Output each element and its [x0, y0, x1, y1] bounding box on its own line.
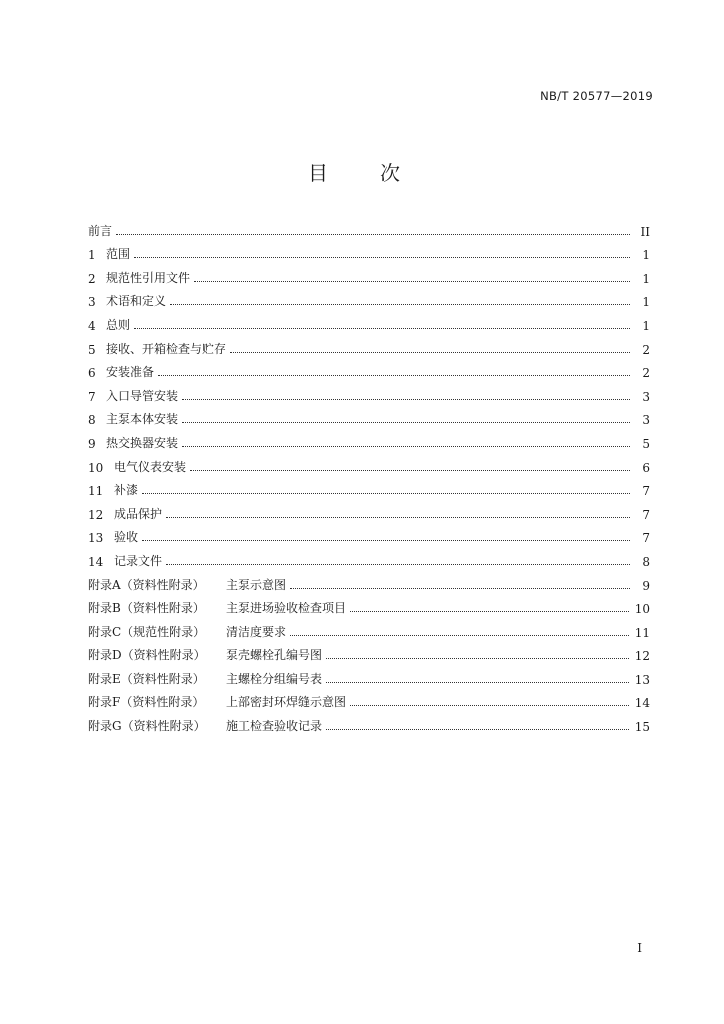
toc-entry-title: 总则: [106, 317, 131, 332]
toc-entry-number: 1: [88, 248, 96, 263]
dot-leader: [142, 540, 630, 541]
toc-entry[interactable]: [88, 309, 650, 333]
appendix-page: 14: [634, 696, 650, 711]
standard-number: NB/T 20577—2019: [540, 89, 653, 103]
appendix-title: 主泵进场验收检查项目: [226, 601, 347, 616]
toc-entry-number: 7: [88, 389, 96, 404]
toc-entry-page: 5: [642, 436, 650, 451]
toc-entry-page: 3: [642, 413, 650, 428]
toc-entry[interactable]: [88, 357, 650, 381]
appendix-title: 上部密封环焊缝示意图: [226, 695, 347, 710]
toc-entry[interactable]: [88, 545, 650, 569]
dot-leader: [142, 493, 630, 494]
toc-entry[interactable]: [88, 333, 650, 357]
appendix-page: 10: [634, 602, 650, 617]
appendix-title: 清洁度要求: [226, 624, 287, 639]
toc-entry-page: 1: [642, 271, 650, 286]
toc-entry-page: 8: [642, 554, 650, 569]
toc-entry-number: 4: [88, 318, 96, 333]
dot-leader: [290, 588, 630, 589]
toc-entry-page: II: [640, 224, 650, 239]
appendix-designation: 附录B（资料性附录）: [88, 601, 205, 616]
toc-entry[interactable]: [88, 239, 650, 263]
appendix-page: 12: [634, 649, 650, 664]
toc-entry[interactable]: [88, 380, 650, 404]
toc-entry-number: 12: [88, 507, 104, 522]
dot-leader: [116, 234, 630, 235]
toc-entry[interactable]: [88, 522, 650, 546]
dot-leader: [134, 328, 630, 329]
appendix-designation: 附录F（资料性附录）: [88, 695, 205, 710]
toc-entry-page: 7: [642, 484, 650, 499]
toc-entry-title: 安装准备: [106, 365, 155, 380]
toc-entry-title: 电气仪表安装: [114, 459, 187, 474]
dot-leader: [194, 281, 630, 282]
appendix-page: 9: [642, 578, 650, 593]
table-of-contents: [88, 215, 650, 734]
dot-leader: [290, 635, 629, 636]
page-title: 目 次: [308, 161, 416, 185]
dot-leader: [182, 422, 630, 423]
toc-entry-number: 14: [88, 554, 104, 569]
appendix-entry[interactable]: [88, 593, 650, 617]
toc-entry-title: 接收、开箱检查与贮存: [106, 341, 227, 356]
appendix-entry[interactable]: [88, 663, 650, 687]
appendix-title: 泵壳螺栓孔编号图: [226, 648, 323, 663]
dot-leader: [182, 399, 630, 400]
toc-entry-number: 2: [88, 271, 96, 286]
dot-leader: [190, 470, 630, 471]
appendix-entry[interactable]: [88, 687, 650, 711]
toc-entry-title: 成品保护: [114, 506, 163, 521]
appendix-entry[interactable]: [88, 616, 650, 640]
dot-leader: [326, 658, 629, 659]
toc-entry-page: 7: [642, 507, 650, 522]
appendix-designation: 附录G（资料性附录）: [88, 719, 206, 734]
dot-leader: [166, 564, 630, 565]
appendix-designation: 附录D（资料性附录）: [88, 648, 206, 663]
toc-entry-number: 10: [88, 460, 104, 475]
toc-entry-number: 11: [88, 484, 104, 499]
toc-entry-page: 1: [642, 295, 650, 310]
toc-entry-page: 1: [642, 248, 650, 263]
dot-leader: [326, 682, 629, 683]
appendix-title: 主螺栓分组编号表: [226, 671, 323, 686]
toc-entry[interactable]: [88, 498, 650, 522]
dot-leader: [350, 611, 629, 612]
toc-entry[interactable]: [88, 262, 650, 286]
toc-entry-number: 9: [88, 436, 96, 451]
toc-entry[interactable]: [88, 451, 650, 475]
dot-leader: [326, 729, 629, 730]
toc-entry-page: 3: [642, 389, 650, 404]
appendix-entry[interactable]: [88, 569, 650, 593]
toc-entry[interactable]: [88, 404, 650, 428]
toc-entry-title: 范围: [106, 247, 131, 262]
toc-entry-title: 规范性引用文件: [106, 270, 191, 285]
toc-entry-page: 1: [642, 318, 650, 333]
appendix-designation: 附录E（资料性附录）: [88, 671, 205, 686]
toc-entry-number: 6: [88, 366, 96, 381]
toc-entry-page: 2: [642, 342, 650, 357]
toc-entry-number: 3: [88, 295, 96, 310]
appendix-page: 13: [634, 672, 650, 687]
appendix-title: 主泵示意图: [226, 577, 287, 592]
toc-entry-title: 前言: [88, 223, 113, 238]
appendix-entry[interactable]: [88, 640, 650, 664]
appendix-page: 15: [634, 720, 650, 735]
toc-entry-number: 8: [88, 413, 96, 428]
toc-entry-title: 入口导管安装: [106, 388, 179, 403]
toc-entry-title: 验收: [114, 530, 139, 545]
toc-entry-title: 记录文件: [114, 553, 163, 568]
dot-leader: [166, 517, 630, 518]
toc-entry-page: 7: [642, 531, 650, 546]
footer-page-number: I: [637, 941, 642, 955]
dot-leader: [350, 705, 629, 706]
dot-leader: [182, 446, 630, 447]
toc-entry-number: 5: [88, 342, 96, 357]
dot-leader: [170, 304, 630, 305]
toc-entry-title: 术语和定义: [106, 294, 167, 309]
toc-entry[interactable]: [88, 427, 650, 451]
toc-entry-number: 13: [88, 531, 104, 546]
dot-leader: [158, 375, 630, 376]
toc-entry-page: 2: [642, 366, 650, 381]
dot-leader: [134, 257, 630, 258]
toc-entry-title: 补漆: [114, 483, 139, 498]
toc-entry-page: 6: [642, 460, 650, 475]
appendix-entry[interactable]: [88, 710, 650, 734]
toc-entry[interactable]: [88, 215, 650, 239]
toc-entry-title: 主泵本体安装: [106, 412, 179, 427]
dot-leader: [230, 352, 630, 353]
appendix-designation: 附录C（规范性附录）: [88, 624, 206, 639]
toc-entry[interactable]: [88, 286, 650, 310]
appendix-page: 11: [634, 625, 650, 640]
toc-entry[interactable]: [88, 475, 650, 499]
appendix-title: 施工检查验收记录: [226, 719, 323, 734]
appendix-designation: 附录A（资料性附录）: [88, 577, 205, 592]
toc-entry-title: 热交换器安装: [106, 435, 179, 450]
